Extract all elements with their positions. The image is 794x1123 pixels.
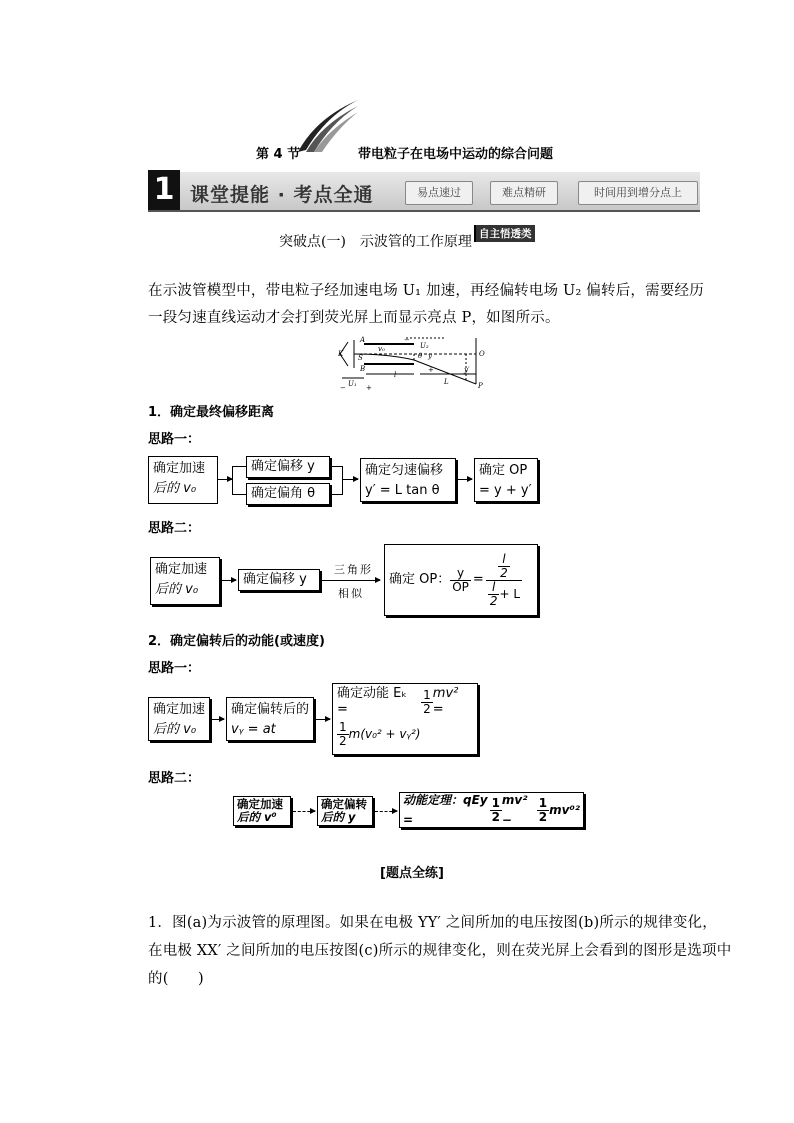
label-L: L [444,378,449,386]
part2-idea1-label: 思路一： [148,661,201,676]
p1i1-box-uniform-offset: 确定匀速偏移 y′ = L tan θ [360,458,456,502]
part1-idea1-label: 思路一： [148,432,201,447]
p1i1-arrow-3 [458,479,472,480]
part1-heading: 1．确定最终偏移距离 [148,405,275,420]
p2i1-box-kinetic-energy: 确定动能 Eₖ = $\frac{1}{2}$ mv² = $\frac{1}{2}$ m(v₀² + vᵧ²) [332,683,478,755]
label-U2: U₂ [420,342,429,350]
label-B: B [360,365,366,373]
p2i1-box-accel-v0: 确定加速 后的 v₀ [148,697,210,741]
p1i2-box-accel-v0: 确定加速 后的 v₀ [150,557,220,605]
label-A: A [360,336,366,344]
label-theta: θ [418,352,423,360]
p1i1-arrow-2 [342,479,358,480]
p2i2-box-deflect-y: 确定偏转 后的 y [317,796,373,826]
label-P: P [478,382,483,390]
p1i1-bracket [232,466,247,495]
p2i2-box-accel-v0: 确定加速 后的 v⁰ [233,796,291,826]
p1i2-arrow-2 [322,580,380,581]
part1-idea2-label: 思路二： [148,521,201,536]
p2i2-arrow-1 [293,811,315,812]
label-v0: v₀ [378,345,385,353]
topic-badge: 自主悟透类 [474,225,535,242]
question-1-line-1: 1．图(a)为示波管的原理图。如果在电极 YY′ 之间所加的电压按图(b)所示的规律变化， [148,915,717,931]
tab-score-points[interactable]: 时间用到增分点上 [578,181,698,205]
practice-heading: [题点全练] [380,866,444,881]
intro-line-1: 在示波管模型中，带电粒子经加速电场 U₁ 加速，再经偏转电场 U₂ 偏转后，需要经历 [148,283,704,299]
label-y: y [428,352,432,360]
part2-heading: 2．确定偏转后的动能(或速度) [148,634,325,649]
label-minus-1: − [340,384,346,390]
p1i2-arrow-label-top: 三角形 [334,563,373,576]
topic-title: 突破点(一) 示波管的工作原理 [279,234,472,250]
oscilloscope-diagram [336,334,496,390]
p1i2-arrow-label-bottom: 相似 [338,587,364,600]
label-O: O [479,350,485,358]
intro-line-2: 一段匀速直线运动才会打到荧光屏上而显示亮点 P，如图所示。 [148,310,560,326]
p2i1-arrow-2 [316,719,330,720]
p1i2-arrow-1 [222,580,236,581]
p1i1-arrow-1 [218,479,232,480]
label-plus-1: + [366,384,372,390]
banner-number-badge: 1 [148,170,180,210]
tab-easy-points[interactable]: 易点速过 [405,181,473,205]
label-S: S [358,354,363,362]
p1i2-box-offset-y: 确定偏移 y [238,569,320,591]
label-plus-2: + [428,366,434,374]
banner-title: 课堂提能 · 考点全通 [190,184,374,206]
label-y-prime: y′ [464,366,470,374]
tab-hard-points[interactable]: 难点精研 [490,181,558,205]
part2-idea2-label: 思路二： [148,771,201,786]
label-l: l [394,371,397,379]
p1i1-box-op: 确定 OP = y + y′ [474,458,538,502]
p1i1-box-angle-theta: 确定偏角 θ [246,483,330,505]
p2i1-box-after-deflect: 确定偏转后的 vᵧ = at [226,697,314,741]
p2i2-arrow-2 [375,811,397,812]
p2i2-box-kinetic-theorem: 动能定理：qEy = $\frac{1}{2}$ mv² − $\frac{1}{2}$ mv⁰² [399,792,584,828]
section-title: 带电粒子在电场中运动的综合问题 [358,147,554,162]
p1i1-box-offset-y: 确定偏移 y [246,456,330,478]
question-1-line-3: 的( ) [148,971,204,987]
label-minus-2: − [404,336,410,344]
section-logo-swoosh [296,98,360,154]
p1i1-bracket-right [332,466,343,495]
p1i1-box-accel-v0: 确定加速 后的 v₀ [148,456,218,504]
p2i1-arrow-1 [212,719,224,720]
question-1-line-2: 在电极 XX′ 之间所加的电压按图(c)所示的规律变化，则在荧光屏上会看到的图形是选项中 [148,943,732,959]
section-number: 第 4 节 [256,147,301,162]
label-U1: U₁ [348,380,357,388]
label-K: K [338,350,344,358]
p1i2-box-op-formula: 确定 OP： $\frac{y}{OP}$ = $\frac{l}{2}$ $\frac{l}{2}$ + L [384,544,538,616]
